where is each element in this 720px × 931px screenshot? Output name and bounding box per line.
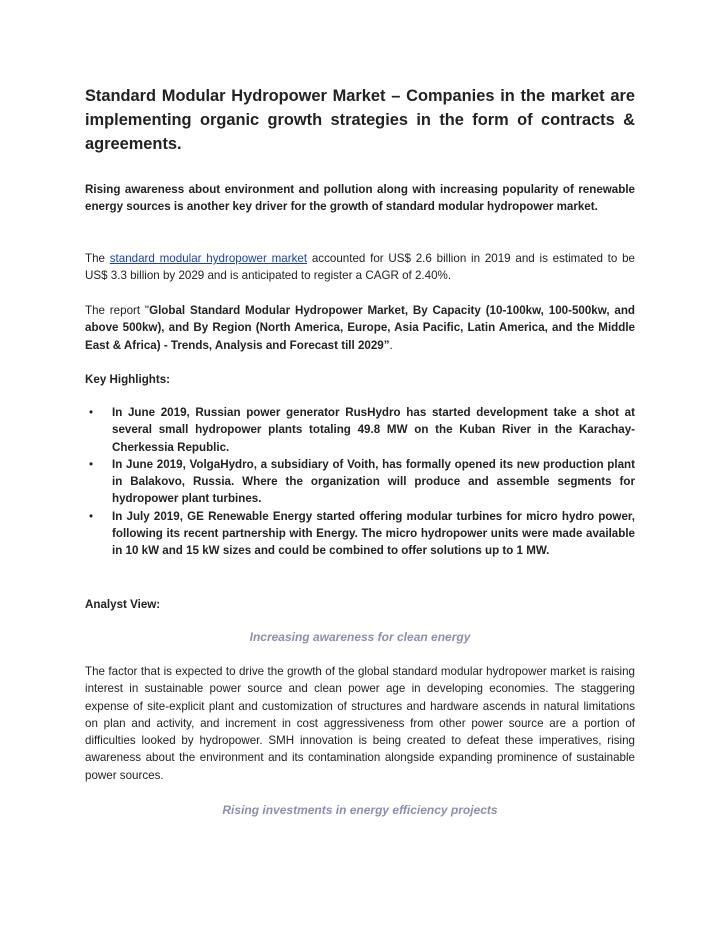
bullet-icon: •: [89, 406, 94, 419]
subheading-clean-energy: Increasing awareness for clean energy: [249, 630, 471, 644]
subheading-investments: Rising investments in energy efficiency projects: [222, 803, 498, 817]
market-link[interactable]: standard modular hydropower market: [109, 252, 308, 265]
list-item-text: In July 2019, GE Renewable Energy started offering modular turbines for micro hydro power, following its recent partnership with Energy. The micro hydropower units were made available in 10 kW and 15 kW sizes and could be combined to offer solutions up to 1 MW.: [112, 509, 635, 558]
analyst-paragraph: The factor that is expected to drive the growth of the global standard modular hydropower market is raising interest in sustainable power source and clean power age in developing economies. The staggering expense of site-explicit plant and customization of structures and hardware ascends in natural limitations on plan and activity, and increment in cost aggressiveness from other power source are a portion of difficulties looked by hydropower. SMH innovation is being created to defeat these imperatives, rising awareness about the environment and its contamination alongside expanding prominence of sustainable power sources.: [85, 665, 635, 782]
list-item: [85, 404, 635, 456]
bullet-icon: •: [89, 457, 94, 471]
report-paragraph: [85, 302, 635, 354]
report-paragraph-suffix: .: [389, 338, 393, 352]
list-item: [85, 508, 635, 560]
market-paragraph-prefix: The: [85, 252, 110, 265]
analyst-view-heading: Analyst View:: [85, 598, 161, 611]
report-title: Global Standard Modular Hydropower Market, By Capacity (10-100kw, 100-500kw, and above 500kw), and By Region (North America, Europe, Asia Pacific, Latin America, and the Middle East & Africa) - Trends, Analysis and Forecast till 2029”: [85, 304, 635, 352]
bullet-icon: •: [89, 509, 94, 523]
list-item-text: In June 2019, Russian power generator RusHydro has started development take a shot at several small hydropower plants totaling 49.8 MW on the Kuban River in the Karachay-Cherkessia Republic.: [112, 406, 635, 454]
market-paragraph-suffix: accounted for US$ 2.6 billion in 2019 and is estimated to be US$ 3.3 billion by 2029 and is anticipated to register a CAGR of 2.40%.: [85, 252, 635, 283]
list-item-text: In June 2019, VolgaHydro, a subsidiary of Voith, has formally opened its new production plant in Balakovo, Russia. Where the organization will produce and assemble segments for hydropower plant turbines.: [112, 457, 635, 506]
market-paragraph: [85, 250, 635, 285]
list-item: [85, 456, 635, 508]
report-paragraph-prefix: The report ": [85, 304, 150, 317]
key-highlights-heading: Key Highlights:: [85, 373, 171, 386]
intro-paragraph: Rising awareness about environment and pollution along with increasing popularity of renewable energy sources is another key driver for the growth of standard modular hydropower market.: [85, 183, 635, 214]
highlights-list: [85, 404, 635, 560]
page-title: Standard Modular Hydropower Market – Companies in the market are implementing organic growth strategies in the form of contracts & agreements.: [85, 87, 635, 153]
